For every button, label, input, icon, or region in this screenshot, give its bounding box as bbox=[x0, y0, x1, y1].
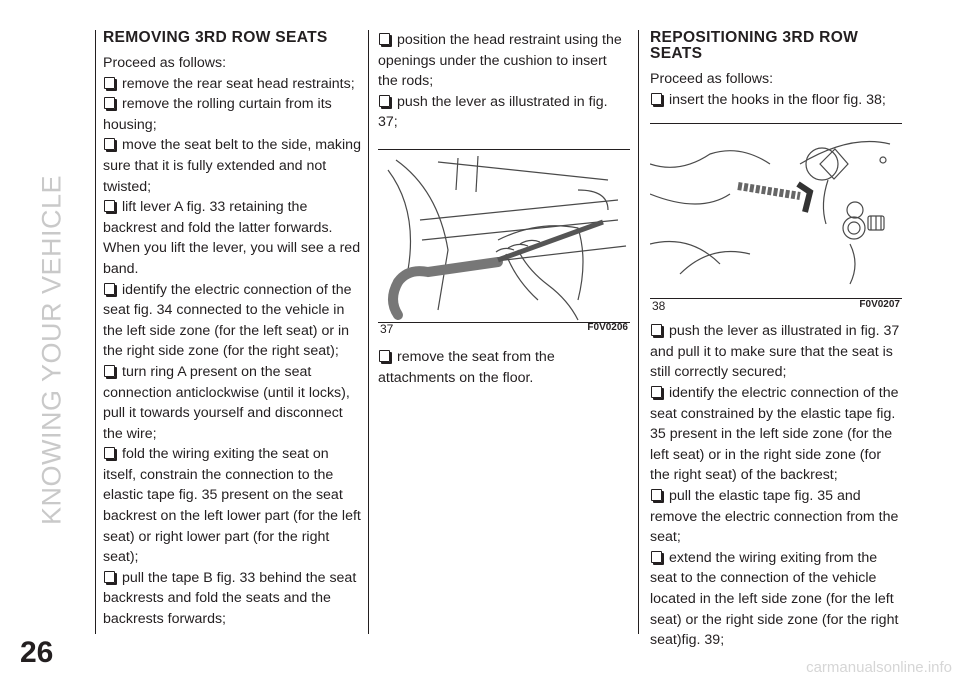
list-item: position the head restraint using the openings under the cushion to insert the rods; bbox=[378, 32, 622, 90]
checkbox-bullet-icon bbox=[104, 77, 115, 89]
checkbox-bullet-icon bbox=[651, 93, 662, 105]
figure-code: F0V0207 bbox=[859, 298, 900, 310]
checkbox-bullet-icon bbox=[104, 447, 115, 459]
list-item: pull the elastic tape fig. 35 and remove the electric connection from the seat; bbox=[650, 487, 899, 546]
list-item: fold the wiring exiting the seat on itself, constrain the connection to the elastic tape fig. 35 present on the seat backrest on the left lower part (for the left seat) or right lower part (for the right seat); bbox=[103, 446, 361, 566]
list-item: lift lever A fig. 33 retaining the backrest and fold the latter forwards. When you lift the lever, you will see a red band. bbox=[103, 199, 361, 277]
column-middle bbox=[378, 30, 630, 388]
checkbox-bullet-icon bbox=[379, 95, 390, 107]
seat-lever-illustration bbox=[378, 150, 630, 322]
list-item: identify the electric connection of the seat fig. 34 connected to the vehicle in the left side zone (for the left seat) or in the right side zone (for the right seat); bbox=[103, 281, 352, 360]
page-number: 26 bbox=[20, 636, 54, 669]
column-repositioning bbox=[650, 30, 902, 651]
list-item: push the lever as illustrated in fig. 37; bbox=[378, 93, 608, 131]
checkbox-bullet-icon bbox=[104, 97, 115, 109]
list-item: push the lever as illustrated in fig. 37 and pull it to make sure that the seat is still correctly secured; bbox=[650, 323, 900, 381]
figure-38 bbox=[650, 123, 902, 313]
column-removing bbox=[103, 30, 361, 630]
checkbox-bullet-icon bbox=[379, 33, 390, 45]
checkbox-bullet-icon bbox=[651, 386, 662, 398]
checkbox-bullet-icon bbox=[104, 571, 115, 583]
heading-removing: REMOVING 3RD ROW SEATS bbox=[103, 29, 328, 46]
checkbox-bullet-icon bbox=[651, 324, 662, 336]
checkbox-bullet-icon bbox=[104, 283, 115, 295]
list-item: pull the tape B fig. 33 behind the seat backrests and fold the seats and the backrests forwards; bbox=[103, 569, 357, 628]
checkbox-bullet-icon bbox=[104, 200, 115, 212]
list-item: remove the rear seat head restraints; bbox=[103, 74, 361, 95]
watermark: carmanualsonline.info bbox=[806, 659, 952, 676]
heading-repositioning: REPOSITIONING 3RD ROW SEATS bbox=[650, 29, 859, 62]
list-item: extend the wiring exiting from the seat to the connection of the vehicle located in the left side zone (for the left seat) or the right side zone (for the right seat)fig. 39; bbox=[650, 549, 899, 649]
checkbox-bullet-icon bbox=[651, 489, 662, 501]
column-divider-1 bbox=[95, 30, 96, 634]
figure-number: 37 bbox=[380, 322, 394, 337]
figure-code: F0V0206 bbox=[587, 322, 628, 334]
list-item: insert the hooks in the floor fig. 38; bbox=[650, 90, 902, 111]
list-item: remove the rolling curtain from its housing; bbox=[103, 96, 332, 133]
checkbox-bullet-icon bbox=[104, 365, 115, 377]
list-item: turn ring A present on the seat connection anticlockwise (until it locks), pull it towards yourself and disconnect the wire; bbox=[103, 363, 350, 442]
figure-number: 38 bbox=[652, 298, 666, 313]
list-item: move the seat belt to the side, making sure that it is fully extended and not twisted; bbox=[103, 137, 361, 195]
figure-37 bbox=[378, 149, 630, 337]
checkbox-bullet-icon bbox=[651, 551, 662, 563]
intro-text: Proceed as follows: bbox=[650, 71, 774, 87]
list-item: remove the seat from the attachments on the floor. bbox=[378, 348, 555, 386]
list-item: identify the electric connection of the seat constrained by the elastic tape fig. 35 present in the left side zone (for the left seat) or in the right side zone (for the right seat) of the backrest; bbox=[650, 384, 899, 484]
column-divider-3 bbox=[638, 30, 639, 634]
column-divider-2 bbox=[368, 30, 369, 634]
checkbox-bullet-icon bbox=[379, 350, 390, 362]
floor-hooks-illustration bbox=[650, 124, 902, 298]
section-side-title: KNOWING YOUR VEHICLE bbox=[36, 174, 67, 526]
intro-text: Proceed as follows: bbox=[103, 55, 227, 71]
checkbox-bullet-icon bbox=[104, 138, 115, 150]
